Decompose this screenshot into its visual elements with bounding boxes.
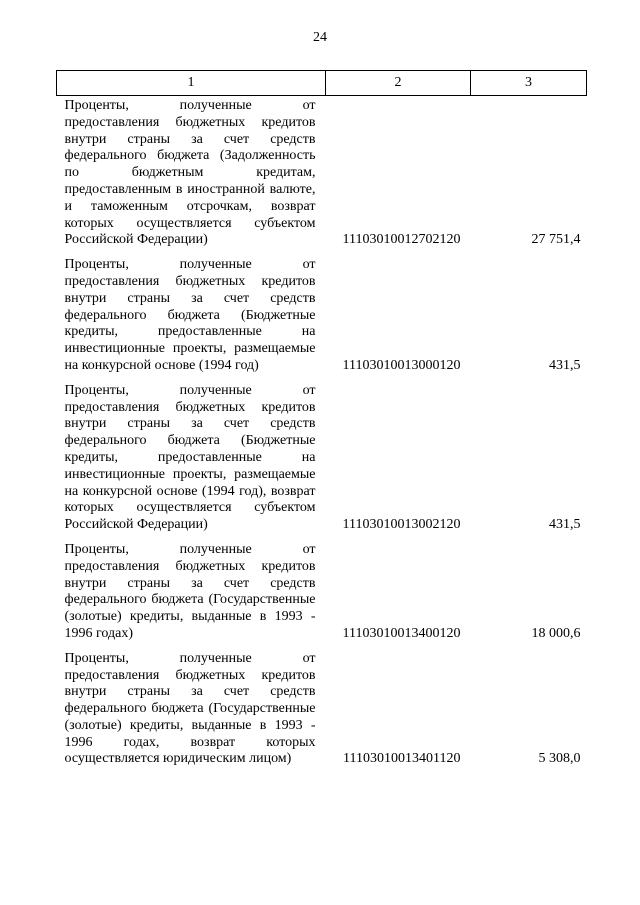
table-row (57, 96, 587, 256)
row-amount: 18 000,6 (531, 625, 581, 641)
column-header-3: 3 (471, 71, 587, 96)
budget-revenue-table (56, 70, 587, 774)
row-description: Проценты, полученные от предоставления бюджетных кредитов внутри страны за счет средств федерального бюджета (Бюджетные кредиты, предоставленные на инвестиционные проекты, размещаемые на конкурсной основе (1994 год) (64, 257, 316, 373)
column-header-1: 1 (57, 71, 326, 96)
row-code: 11103010013002120 (342, 517, 461, 533)
table-row (57, 649, 587, 775)
table-row (57, 381, 587, 540)
row-amount: 27 751,4 (531, 232, 581, 248)
row-code: 11103010013401120 (343, 751, 461, 767)
page-number: 24 (313, 30, 327, 45)
row-description: Проценты, полученные от предоставления бюджетных кредитов внутри страны за счет средств федерального бюджета (Государственные (золотые) кредиты, выданные в 1993 - 1996 годах, возврат которых осуществляется юридическим лицом) (64, 650, 316, 767)
row-code: 11103010013000120 (342, 357, 461, 373)
table-header-row (57, 71, 587, 96)
column-header-2: 2 (326, 71, 471, 96)
row-code: 11103010012702120 (342, 232, 461, 248)
row-amount: 431,5 (549, 517, 581, 533)
row-description: Проценты, полученные от предоставления бюджетных кредитов внутри страны за счет средств федерального бюджета (Государственные (золотые) кредиты, выданные в 1993 - 1996 годах) (64, 541, 316, 641)
table-row (57, 255, 587, 381)
table-row (57, 540, 587, 649)
row-amount: 431,5 (549, 357, 581, 373)
row-amount: 5 308,0 (538, 751, 581, 767)
row-description: Проценты, полученные от предоставления бюджетных кредитов внутри страны за счет средств федерального бюджета (Бюджетные кредиты, предоставленные на инвестиционные проекты, размещаемые на конкурсной основе (1994 год), возврат которых осуществляется субъектом Российской Федерации) (64, 382, 316, 533)
row-code: 11103010013400120 (342, 625, 461, 641)
row-description: Проценты, полученные от предоставления бюджетных кредитов внутри страны за счет средств федерального бюджета (Задолженность по бюджетным кредитам, предоставленным в иностранной валюте, и таможенным отсрочкам, возврат которых осуществляется субъектом Российской Федерации) (64, 98, 316, 248)
